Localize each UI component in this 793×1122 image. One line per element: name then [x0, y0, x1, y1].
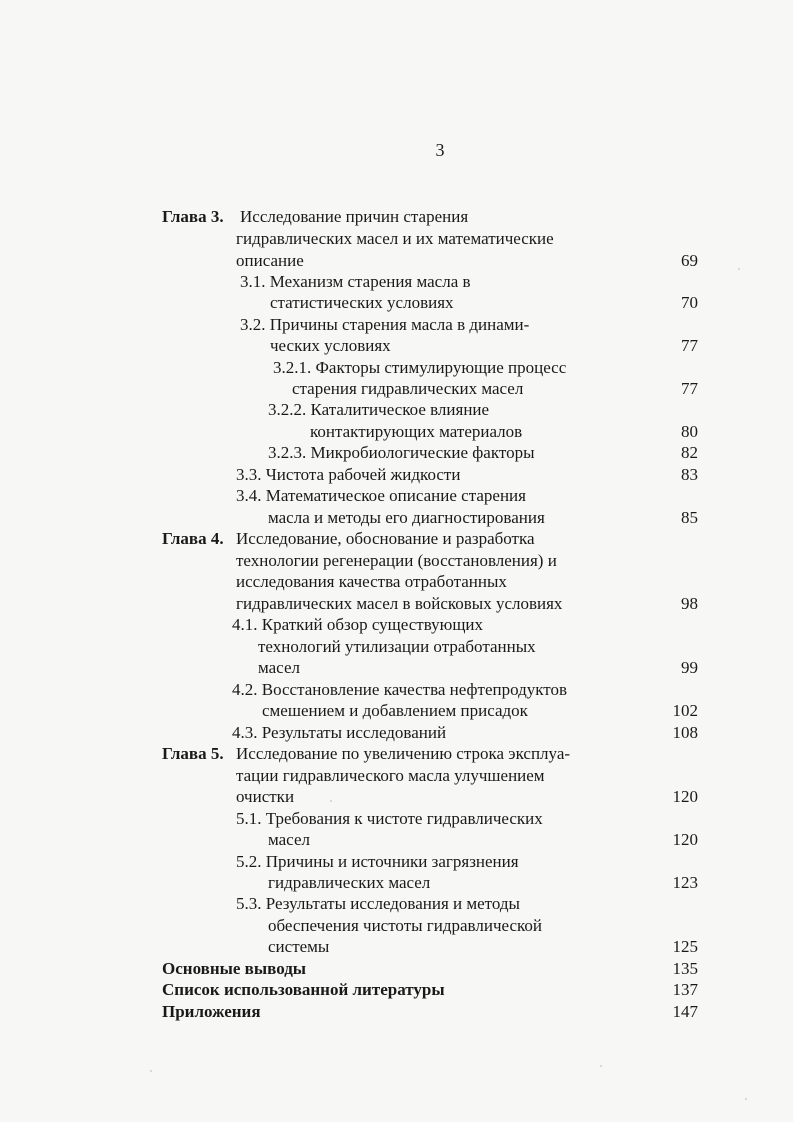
section-3-2-3-line-1: 3.2.3. Микробиологические факторы	[268, 443, 535, 462]
section-4-1-line-1: 4.1. Краткий обзор существующих	[232, 615, 484, 634]
chapter-3-page: 69	[681, 251, 698, 270]
section-5-1-line-1: 5.1. Требования к чистоте гидравлических	[236, 809, 543, 828]
section-5-2-line-1: 5.2. Причины и источники загрязнения	[236, 852, 519, 871]
section-5-1-page: 120	[672, 830, 698, 849]
section-5-3-line-3: системы	[268, 937, 330, 956]
page-number: 3	[435, 140, 445, 160]
section-4-1-line-2: технологий утилизации отработанных	[258, 637, 536, 656]
section-5-3-page: 125	[672, 937, 698, 956]
section-3-2-3-page: 82	[681, 443, 698, 462]
section-3-3-line-1: 3.3. Чистота рабочей жидкости	[236, 465, 461, 484]
section-3-2-line-2: ческих условиях	[270, 336, 391, 355]
chapter-3-title-line-2: гидравлических масел и их математические	[236, 229, 554, 248]
section-4-2-page: 102	[672, 701, 698, 720]
chapter-4-label: Глава 4.	[162, 529, 224, 548]
section-3-1-line-2: статистических условиях	[270, 293, 454, 312]
section-3-2-2-page: 80	[681, 422, 698, 441]
scan-speck	[600, 1065, 602, 1067]
section-3-2-line-1: 3.2. Причины старения масла в динами-	[240, 315, 530, 334]
chapter-3-title-line-1: Исследование причин старения	[240, 207, 469, 226]
section-3-4-page: 85	[681, 508, 698, 527]
section-3-4-line-1: 3.4. Математическое описание старения	[236, 486, 526, 505]
section-3-1-page: 70	[681, 293, 698, 312]
section-5-3-line-1: 5.3. Результаты исследования и методы	[236, 894, 520, 913]
conclusions-label: Основные выводы	[162, 959, 307, 978]
chapter-5-page: 120	[672, 787, 698, 806]
chapter-4-title-line-2: технологии регенерации (восстановления) и	[236, 551, 557, 570]
conclusions-page: 135	[672, 959, 698, 978]
section-3-2-1-page: 77	[681, 379, 698, 398]
section-3-4-line-2: масла и методы его диагностирования	[268, 508, 545, 527]
section-3-2-1-line-2: старения гидравлических масел	[292, 379, 524, 398]
section-5-2-page: 123	[672, 873, 698, 892]
appendices-label: Приложения	[162, 1002, 261, 1021]
chapter-4-title-line-4: гидравлических масел в войсковых условиях	[236, 594, 563, 613]
section-4-3-line-1: 4.3. Результаты исследований	[232, 723, 447, 742]
section-3-2-2-line-1: 3.2.2. Каталитическое влияние	[268, 400, 490, 419]
chapter-4-title-line-3: исследования качества отработанных	[236, 572, 507, 591]
appendices-page: 147	[672, 1002, 698, 1021]
section-4-2-line-2: смешением и добавлением присадок	[262, 701, 528, 720]
section-4-1-line-3: масел	[258, 658, 300, 677]
scan-speck	[738, 268, 740, 270]
section-3-3-page: 83	[681, 465, 698, 484]
chapter-4-page: 98	[681, 594, 698, 613]
section-4-3-page: 108	[672, 723, 698, 742]
chapter-3-title-line-3: описание	[236, 251, 304, 270]
section-3-1-line-1: 3.1. Механизм старения масла в	[240, 272, 471, 291]
chapter-5-title-line-3: очистки	[236, 787, 295, 806]
scan-speck	[150, 1070, 152, 1072]
references-page: 137	[672, 980, 698, 999]
scan-speck	[745, 1098, 747, 1100]
section-3-2-1-line-1: 3.2.1. Факторы стимулирующие процесс	[273, 358, 567, 377]
chapter-3-label: Глава 3.	[162, 207, 224, 226]
references-label: Список использованной литературы	[162, 980, 445, 999]
chapter-5-label: Глава 5.	[162, 744, 224, 763]
chapter-4-title-line-1: Исследование, обоснование и разработка	[236, 529, 535, 548]
scan-speck	[330, 800, 332, 802]
section-4-2-line-1: 4.2. Восстановление качества нефтепродуктов	[232, 680, 568, 699]
section-5-1-line-2: масел	[268, 830, 310, 849]
chapter-5-title-line-2: тации гидравлического масла улучшением	[236, 766, 545, 785]
section-4-1-page: 99	[681, 658, 698, 677]
section-3-2-page: 77	[681, 336, 698, 355]
chapter-5-title-line-1: Исследование по увеличению строка эксплуа-	[236, 744, 571, 763]
section-5-2-line-2: гидравлических масел	[268, 873, 431, 892]
section-5-3-line-2: обеспечения чистоты гидравлической	[268, 916, 543, 935]
section-3-2-2-line-2: контактирующих материалов	[310, 422, 523, 441]
